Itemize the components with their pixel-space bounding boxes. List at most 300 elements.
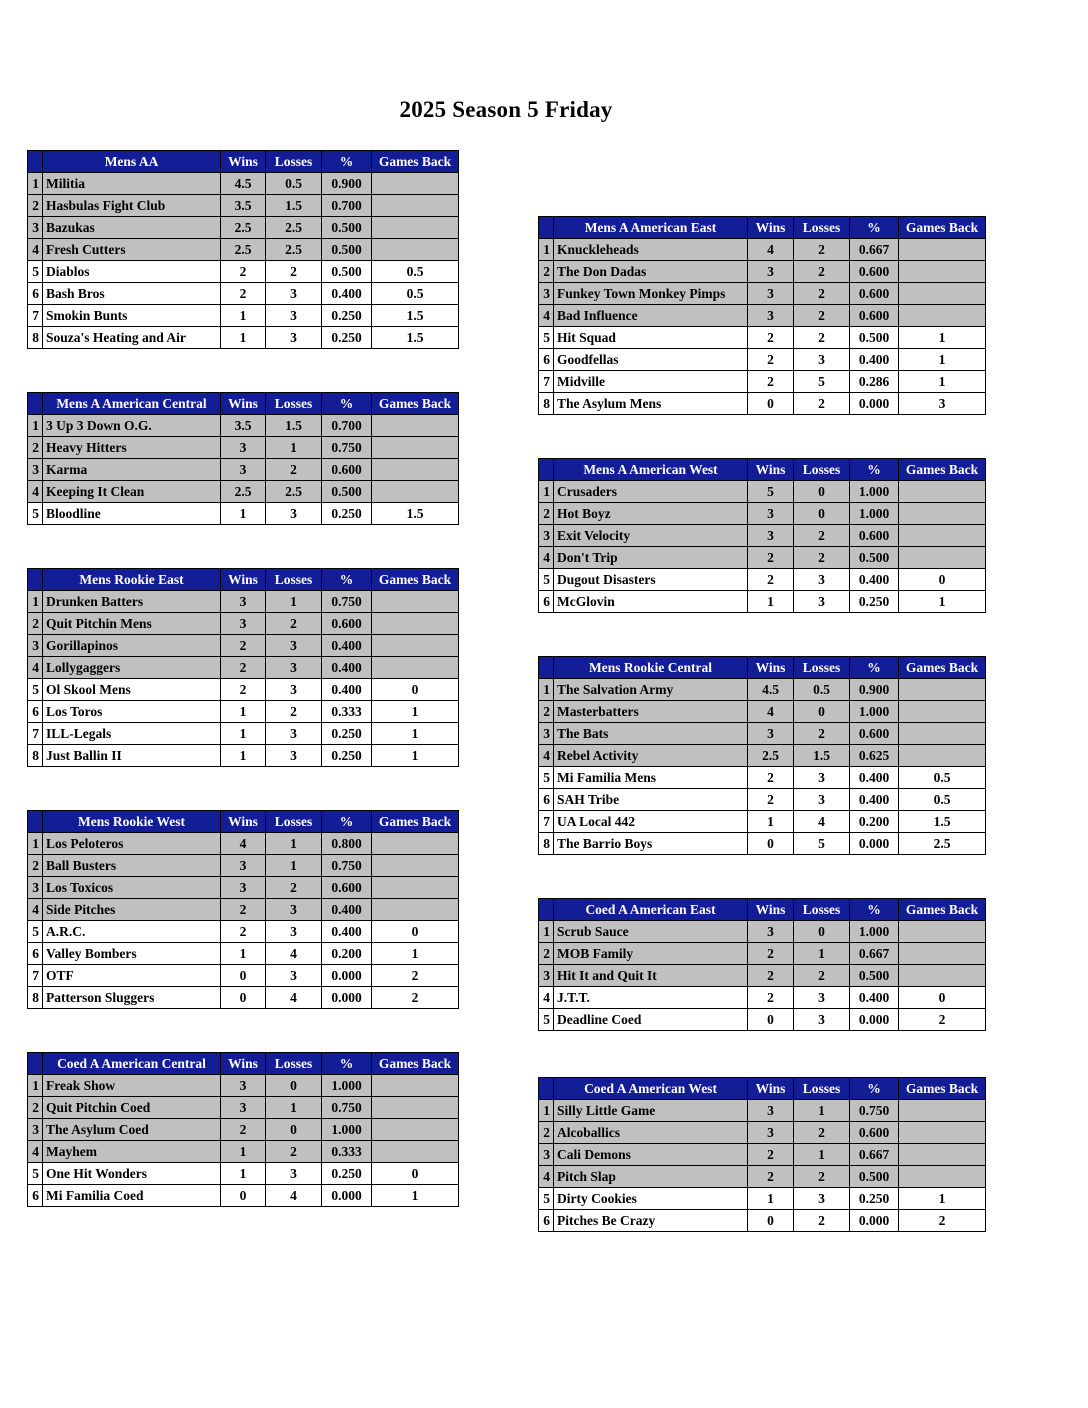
table-row xyxy=(28,855,459,877)
wins-cell: 2 xyxy=(221,921,266,943)
games-back-cell: 2 xyxy=(372,965,459,987)
pct-header: % xyxy=(850,459,899,481)
losses-cell: 2 xyxy=(794,305,850,327)
table-row xyxy=(539,767,986,789)
table-row xyxy=(539,1210,986,1232)
team-cell: Just Ballin II xyxy=(43,745,221,767)
table-row xyxy=(539,283,986,305)
losses-cell: 0 xyxy=(266,1119,322,1141)
rank-cell: 4 xyxy=(539,305,554,327)
losses-cell: 2 xyxy=(794,393,850,415)
losses-cell: 2 xyxy=(266,1141,322,1163)
wins-cell: 1 xyxy=(221,723,266,745)
losses-cell: 2 xyxy=(794,283,850,305)
rank-cell: 2 xyxy=(539,943,554,965)
wins-cell: 2 xyxy=(748,1166,794,1188)
games-back-cell: 0 xyxy=(372,679,459,701)
pct-cell: 0.500 xyxy=(322,217,372,239)
losses-cell: 1 xyxy=(794,1144,850,1166)
games-back-header: Games Back xyxy=(372,151,459,173)
table-row xyxy=(28,965,459,987)
team-cell: Hit It and Quit It xyxy=(554,965,748,987)
games-back-cell: 1.5 xyxy=(372,305,459,327)
wins-cell: 3 xyxy=(221,591,266,613)
wins-cell: 3 xyxy=(748,283,794,305)
team-cell: A.R.C. xyxy=(43,921,221,943)
rank-cell: 3 xyxy=(539,283,554,305)
losses-header: Losses xyxy=(794,459,850,481)
team-cell: The Barrio Boys xyxy=(554,833,748,855)
wins-cell: 1 xyxy=(748,811,794,833)
table-row xyxy=(28,283,459,305)
wins-header: Wins xyxy=(221,393,266,415)
table-row xyxy=(539,327,986,349)
table-row xyxy=(539,393,986,415)
team-cell: Dirty Cookies xyxy=(554,1188,748,1210)
wins-cell: 2 xyxy=(221,283,266,305)
losses-cell: 2 xyxy=(794,723,850,745)
pct-cell: 0.900 xyxy=(850,679,899,701)
wins-cell: 2 xyxy=(748,943,794,965)
left-column xyxy=(27,150,458,1250)
standings-table-mens-a-american-central xyxy=(27,392,459,525)
team-cell: Hasbulas Fight Club xyxy=(43,195,221,217)
rank-cell: 3 xyxy=(28,459,43,481)
standings-table-mens-rookie-central xyxy=(538,656,986,855)
team-cell: Diablos xyxy=(43,261,221,283)
losses-cell: 2.5 xyxy=(266,481,322,503)
table-row xyxy=(539,965,986,987)
pct-cell: 0.500 xyxy=(850,547,899,569)
wins-header: Wins xyxy=(221,1053,266,1075)
wins-cell: 1 xyxy=(748,1188,794,1210)
rank-cell: 1 xyxy=(539,1100,554,1122)
division-title: Mens Rookie East xyxy=(43,569,221,591)
team-cell: Dugout Disasters xyxy=(554,569,748,591)
rank-cell: 1 xyxy=(28,173,43,195)
standings-table-mens-rookie-west xyxy=(27,810,459,1009)
rank-cell: 5 xyxy=(28,503,43,525)
division-title: Mens AA xyxy=(43,151,221,173)
table-row xyxy=(28,1185,459,1207)
team-cell: Freak Show xyxy=(43,1075,221,1097)
losses-cell: 3 xyxy=(794,789,850,811)
wins-cell: 3 xyxy=(221,1097,266,1119)
team-cell: McGlovin xyxy=(554,591,748,613)
table-row xyxy=(539,679,986,701)
standings-table-mens-a-american-west xyxy=(538,458,986,613)
games-back-cell: 2 xyxy=(372,987,459,1009)
losses-cell: 2 xyxy=(794,1210,850,1232)
team-cell: Hit Squad xyxy=(554,327,748,349)
games-back-cell: 1 xyxy=(372,943,459,965)
table-row xyxy=(539,261,986,283)
table-row xyxy=(539,1144,986,1166)
table-row xyxy=(539,547,986,569)
wins-cell: 1 xyxy=(748,591,794,613)
rank-cell: 2 xyxy=(539,701,554,723)
rank-cell: 4 xyxy=(539,1166,554,1188)
team-cell: Quit Pitchin Coed xyxy=(43,1097,221,1119)
rank-cell: 1 xyxy=(28,1075,43,1097)
team-cell: SAH Tribe xyxy=(554,789,748,811)
pct-cell: 1.000 xyxy=(850,481,899,503)
rank-cell: 3 xyxy=(28,635,43,657)
table-row xyxy=(28,701,459,723)
losses-cell: 2 xyxy=(266,613,322,635)
table-row xyxy=(28,723,459,745)
rank-cell: 7 xyxy=(539,371,554,393)
division-title: Coed A American East xyxy=(554,899,748,921)
losses-cell: 3 xyxy=(266,503,322,525)
games-back-cell xyxy=(372,459,459,481)
losses-cell: 2 xyxy=(794,1122,850,1144)
games-back-cell xyxy=(899,1144,986,1166)
table-row xyxy=(539,569,986,591)
pct-cell: 0.500 xyxy=(850,965,899,987)
games-back-cell: 0.5 xyxy=(372,283,459,305)
team-cell: Rebel Activity xyxy=(554,745,748,767)
games-back-header: Games Back xyxy=(372,1053,459,1075)
rank-cell: 7 xyxy=(28,965,43,987)
wins-cell: 2 xyxy=(748,767,794,789)
rank-cell: 2 xyxy=(28,195,43,217)
pct-cell: 0.800 xyxy=(322,833,372,855)
games-back-cell: 1 xyxy=(899,327,986,349)
losses-cell: 2 xyxy=(794,547,850,569)
team-cell: Scrub Sauce xyxy=(554,921,748,943)
pct-cell: 0.400 xyxy=(322,635,372,657)
games-back-cell: 0.5 xyxy=(899,767,986,789)
games-back-cell xyxy=(372,1097,459,1119)
losses-cell: 3 xyxy=(794,987,850,1009)
games-back-cell xyxy=(372,657,459,679)
pct-cell: 0.400 xyxy=(322,899,372,921)
losses-cell: 0 xyxy=(794,481,850,503)
wins-header: Wins xyxy=(748,1078,794,1100)
games-back-cell: 1.5 xyxy=(899,811,986,833)
wins-cell: 0 xyxy=(748,833,794,855)
rank-cell: 5 xyxy=(539,1009,554,1031)
rank-cell: 1 xyxy=(539,679,554,701)
losses-cell: 2.5 xyxy=(266,239,322,261)
rank-cell: 4 xyxy=(28,899,43,921)
rank-header xyxy=(539,459,554,481)
pct-cell: 0.700 xyxy=(322,195,372,217)
wins-cell: 2 xyxy=(221,657,266,679)
wins-cell: 1 xyxy=(221,943,266,965)
rank-header xyxy=(28,151,43,173)
rank-cell: 6 xyxy=(28,283,43,305)
pct-cell: 0.600 xyxy=(850,1122,899,1144)
table-row xyxy=(539,525,986,547)
games-back-cell xyxy=(899,261,986,283)
standings-table-coed-a-american-west xyxy=(538,1077,986,1232)
team-cell: Karma xyxy=(43,459,221,481)
pct-cell: 0.250 xyxy=(322,745,372,767)
games-back-cell: 1 xyxy=(899,349,986,371)
games-back-cell: 0 xyxy=(372,921,459,943)
table-row xyxy=(28,635,459,657)
games-back-cell xyxy=(899,525,986,547)
games-back-cell xyxy=(899,481,986,503)
team-cell: Heavy Hitters xyxy=(43,437,221,459)
team-cell: Bazukas xyxy=(43,217,221,239)
team-cell: Alcoballics xyxy=(554,1122,748,1144)
standings-table-mens-rookie-east xyxy=(27,568,459,767)
wins-cell: 4 xyxy=(221,833,266,855)
team-cell: The Asylum Mens xyxy=(554,393,748,415)
rank-cell: 3 xyxy=(28,217,43,239)
wins-cell: 1 xyxy=(221,1163,266,1185)
wins-cell: 2 xyxy=(748,987,794,1009)
rank-cell: 7 xyxy=(28,723,43,745)
rank-cell: 5 xyxy=(28,261,43,283)
games-back-cell xyxy=(899,1166,986,1188)
division-title: Coed A American Central xyxy=(43,1053,221,1075)
team-cell: Cali Demons xyxy=(554,1144,748,1166)
rank-cell: 3 xyxy=(539,1144,554,1166)
pct-cell: 0.000 xyxy=(850,393,899,415)
games-back-cell: 1 xyxy=(899,1188,986,1210)
pct-cell: 0.250 xyxy=(322,723,372,745)
games-back-cell xyxy=(372,1141,459,1163)
games-back-cell: 0 xyxy=(372,1163,459,1185)
losses-cell: 3 xyxy=(266,657,322,679)
rank-header xyxy=(539,217,554,239)
losses-cell: 4 xyxy=(794,811,850,833)
team-cell: Souza's Heating and Air xyxy=(43,327,221,349)
games-back-cell xyxy=(372,195,459,217)
table-row xyxy=(539,1100,986,1122)
games-back-cell: 1 xyxy=(372,723,459,745)
rank-cell: 6 xyxy=(539,1210,554,1232)
rank-cell: 6 xyxy=(28,943,43,965)
table-row xyxy=(539,239,986,261)
wins-cell: 2 xyxy=(748,569,794,591)
wins-cell: 2 xyxy=(748,547,794,569)
team-cell: J.T.T. xyxy=(554,987,748,1009)
losses-cell: 1.5 xyxy=(266,195,322,217)
team-cell: Pitches Be Crazy xyxy=(554,1210,748,1232)
table-row xyxy=(28,1097,459,1119)
games-back-cell xyxy=(372,481,459,503)
losses-cell: 3 xyxy=(266,283,322,305)
games-back-cell xyxy=(899,503,986,525)
rank-cell: 6 xyxy=(539,789,554,811)
games-back-cell xyxy=(372,591,459,613)
table-row xyxy=(539,503,986,525)
wins-cell: 3 xyxy=(748,305,794,327)
table-row xyxy=(539,723,986,745)
pct-cell: 0.750 xyxy=(850,1100,899,1122)
games-back-cell: 0.5 xyxy=(899,789,986,811)
team-cell: The Don Dadas xyxy=(554,261,748,283)
table-row xyxy=(28,1163,459,1185)
wins-cell: 3 xyxy=(221,855,266,877)
rank-cell: 5 xyxy=(539,767,554,789)
team-cell: Mi Familia Coed xyxy=(43,1185,221,1207)
pct-cell: 0.500 xyxy=(322,261,372,283)
pct-header: % xyxy=(850,217,899,239)
table-row xyxy=(539,1009,986,1031)
pct-cell: 0.750 xyxy=(322,591,372,613)
wins-cell: 2.5 xyxy=(221,239,266,261)
team-cell: Funkey Town Monkey Pimps xyxy=(554,283,748,305)
wins-cell: 4 xyxy=(748,239,794,261)
games-back-cell xyxy=(372,635,459,657)
pct-cell: 0.600 xyxy=(850,723,899,745)
wins-cell: 2 xyxy=(748,371,794,393)
team-cell: Silly Little Game xyxy=(554,1100,748,1122)
team-cell: Don't Trip xyxy=(554,547,748,569)
games-back-cell xyxy=(899,305,986,327)
table-row xyxy=(28,943,459,965)
rank-cell: 8 xyxy=(28,327,43,349)
team-cell: Drunken Batters xyxy=(43,591,221,613)
wins-header: Wins xyxy=(221,811,266,833)
table-row xyxy=(539,1166,986,1188)
wins-header: Wins xyxy=(748,217,794,239)
table-row xyxy=(28,745,459,767)
wins-cell: 2 xyxy=(221,679,266,701)
losses-cell: 2 xyxy=(794,1166,850,1188)
pct-cell: 1.000 xyxy=(850,503,899,525)
rank-cell: 4 xyxy=(28,1141,43,1163)
table-row xyxy=(28,877,459,899)
table-row xyxy=(539,943,986,965)
losses-header: Losses xyxy=(794,1078,850,1100)
rank-cell: 6 xyxy=(539,349,554,371)
wins-cell: 1 xyxy=(221,745,266,767)
wins-cell: 3 xyxy=(748,1100,794,1122)
pct-cell: 0.400 xyxy=(322,283,372,305)
games-back-cell xyxy=(372,1119,459,1141)
wins-cell: 3 xyxy=(221,437,266,459)
games-back-cell xyxy=(372,855,459,877)
wins-cell: 1 xyxy=(221,701,266,723)
rank-cell: 8 xyxy=(539,393,554,415)
games-back-cell xyxy=(372,613,459,635)
rank-cell: 5 xyxy=(28,921,43,943)
team-cell: MOB Family xyxy=(554,943,748,965)
team-cell: Bad Influence xyxy=(554,305,748,327)
table-row xyxy=(28,261,459,283)
rank-cell: 1 xyxy=(28,591,43,613)
rank-cell: 6 xyxy=(539,591,554,613)
team-cell: One Hit Wonders xyxy=(43,1163,221,1185)
pct-cell: 0.286 xyxy=(850,371,899,393)
losses-header: Losses xyxy=(266,1053,322,1075)
team-cell: Bash Bros xyxy=(43,283,221,305)
team-cell: Knuckleheads xyxy=(554,239,748,261)
wins-cell: 3 xyxy=(221,459,266,481)
games-back-cell: 0.5 xyxy=(372,261,459,283)
pct-cell: 0.500 xyxy=(850,327,899,349)
table-row xyxy=(539,591,986,613)
games-back-cell xyxy=(372,173,459,195)
team-cell: Exit Velocity xyxy=(554,525,748,547)
losses-cell: 3 xyxy=(794,1009,850,1031)
rank-cell: 3 xyxy=(539,965,554,987)
games-back-cell xyxy=(372,437,459,459)
pct-cell: 0.400 xyxy=(850,789,899,811)
pct-cell: 0.600 xyxy=(322,613,372,635)
table-row xyxy=(28,591,459,613)
pct-cell: 0.500 xyxy=(322,239,372,261)
games-back-cell xyxy=(899,547,986,569)
losses-cell: 1.5 xyxy=(794,745,850,767)
table-row xyxy=(28,921,459,943)
pct-cell: 0.250 xyxy=(322,503,372,525)
table-row xyxy=(28,1075,459,1097)
pct-cell: 0.600 xyxy=(322,877,372,899)
wins-header: Wins xyxy=(748,459,794,481)
losses-cell: 5 xyxy=(794,833,850,855)
losses-cell: 2 xyxy=(266,877,322,899)
losses-header: Losses xyxy=(266,393,322,415)
losses-cell: 5 xyxy=(794,371,850,393)
pct-cell: 0.333 xyxy=(322,1141,372,1163)
team-cell: The Asylum Coed xyxy=(43,1119,221,1141)
pct-cell: 1.000 xyxy=(850,921,899,943)
wins-cell: 2 xyxy=(748,789,794,811)
page-title: 2025 Season 5 Friday xyxy=(399,97,613,122)
wins-cell: 3 xyxy=(221,1075,266,1097)
rank-cell: 1 xyxy=(539,239,554,261)
team-cell: Los Toxicos xyxy=(43,877,221,899)
pct-cell: 0.667 xyxy=(850,1144,899,1166)
pct-cell: 0.600 xyxy=(850,305,899,327)
losses-cell: 3 xyxy=(266,723,322,745)
games-back-cell: 0 xyxy=(899,569,986,591)
pct-cell: 0.400 xyxy=(322,921,372,943)
games-back-cell: 0 xyxy=(899,987,986,1009)
pct-cell: 0.600 xyxy=(850,261,899,283)
wins-header: Wins xyxy=(221,569,266,591)
rank-cell: 2 xyxy=(539,1122,554,1144)
wins-cell: 2.5 xyxy=(221,481,266,503)
losses-cell: 3 xyxy=(794,591,850,613)
rank-header xyxy=(539,657,554,679)
losses-cell: 0 xyxy=(794,921,850,943)
games-back-cell: 1 xyxy=(899,371,986,393)
team-cell: Bloodline xyxy=(43,503,221,525)
losses-cell: 1 xyxy=(266,591,322,613)
games-back-cell: 2.5 xyxy=(899,833,986,855)
pct-cell: 0.000 xyxy=(850,1210,899,1232)
table-row xyxy=(539,921,986,943)
pct-header: % xyxy=(322,151,372,173)
table-row xyxy=(539,789,986,811)
table-row xyxy=(28,459,459,481)
games-back-cell: 1 xyxy=(372,1185,459,1207)
wins-cell: 1 xyxy=(221,1141,266,1163)
games-back-cell xyxy=(372,1075,459,1097)
wins-cell: 0 xyxy=(748,1009,794,1031)
table-row xyxy=(28,239,459,261)
losses-cell: 1 xyxy=(266,1097,322,1119)
losses-header: Losses xyxy=(266,811,322,833)
wins-cell: 3 xyxy=(221,877,266,899)
games-back-cell: 2 xyxy=(899,1210,986,1232)
table-row xyxy=(539,1122,986,1144)
pct-cell: 0.600 xyxy=(850,525,899,547)
wins-cell: 3 xyxy=(748,921,794,943)
rank-cell: 1 xyxy=(539,921,554,943)
losses-cell: 3 xyxy=(266,635,322,657)
rank-cell: 8 xyxy=(28,987,43,1009)
